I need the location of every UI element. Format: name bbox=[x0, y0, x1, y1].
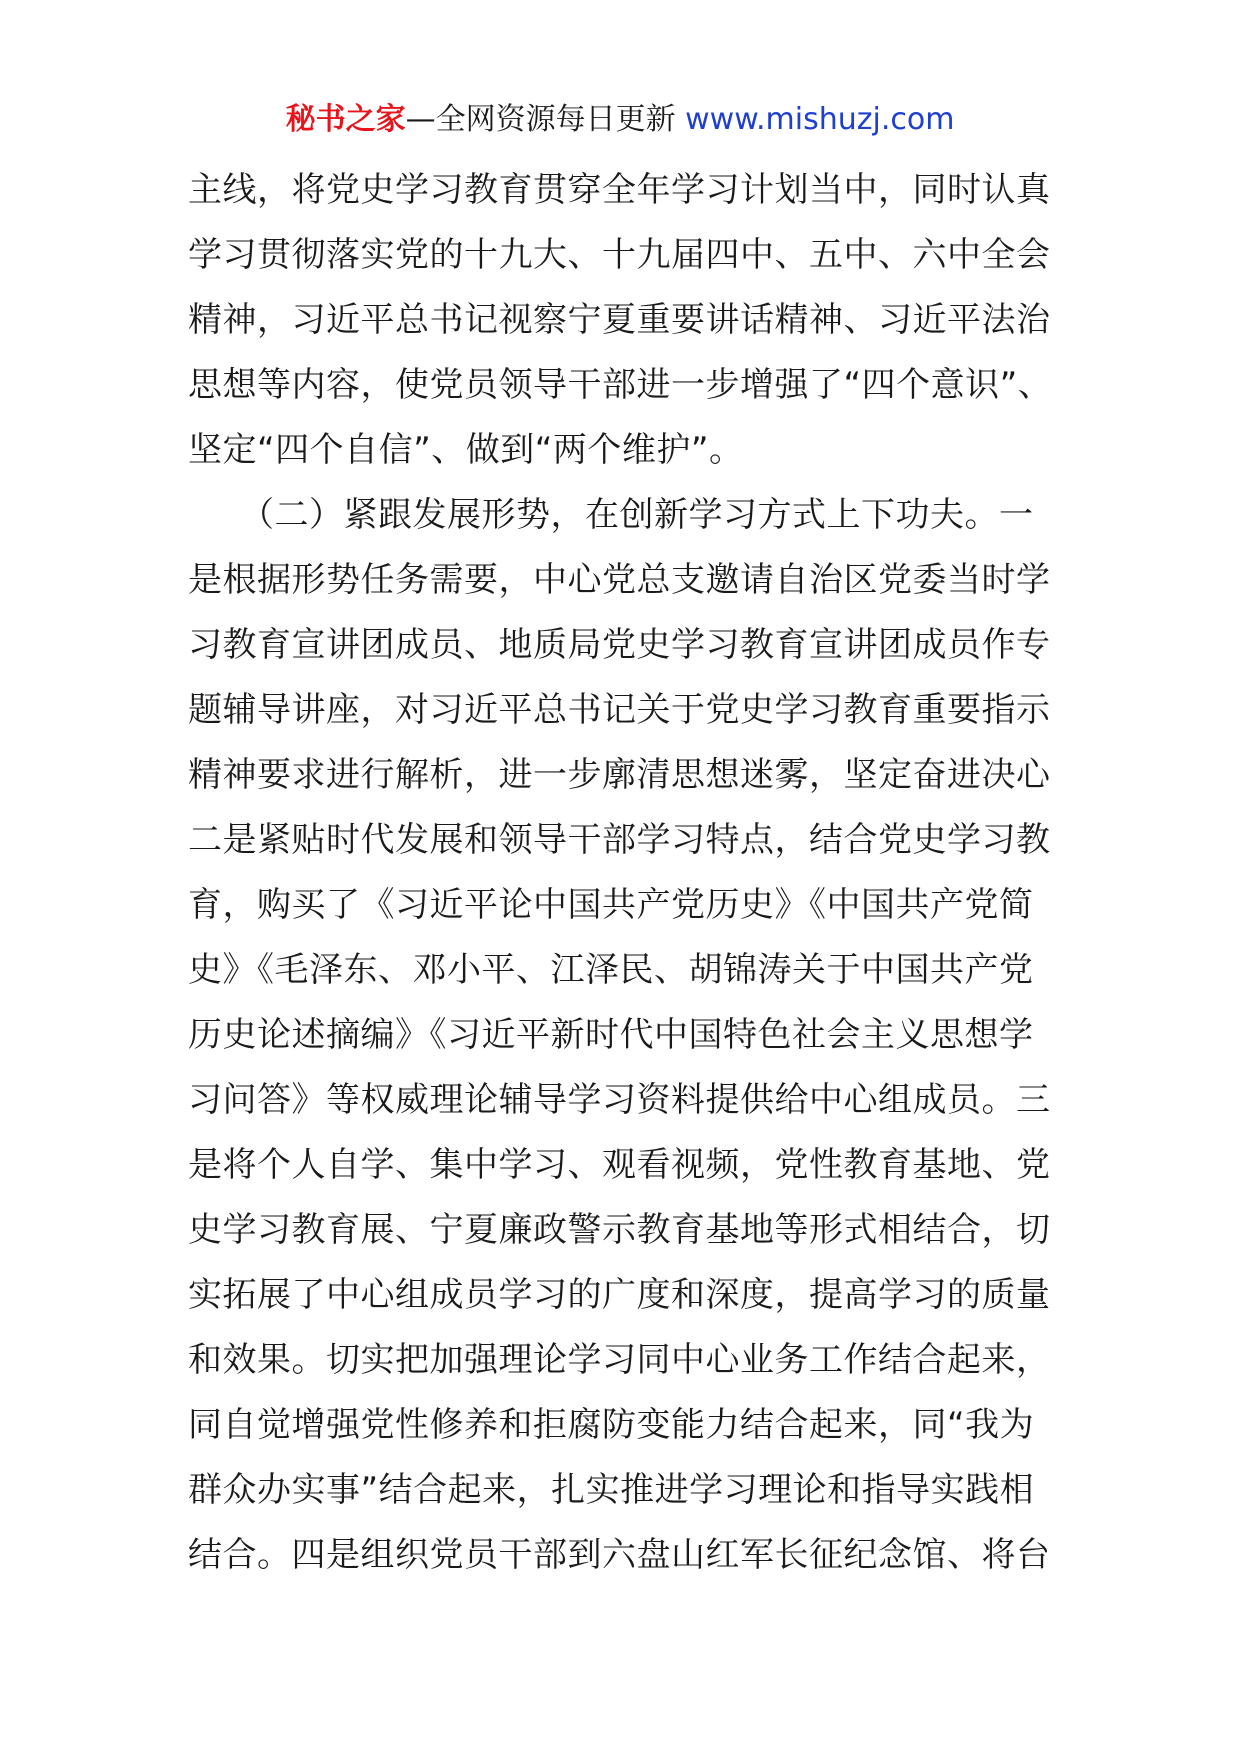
text-line: 精神要求进行解析，进一步廓清思想迷雾，坚定奋进决心 bbox=[188, 755, 1051, 795]
text-line: 实拓展了中心组成员学习的广度和深度，提高学习的质量 bbox=[188, 1275, 1051, 1315]
text-line: 和效果。切实把加强理论学习同中心业务工作结合起来， bbox=[188, 1340, 1051, 1380]
text-line: 习问答》等权威理论辅导学习资料提供给中心组成员。三 bbox=[188, 1080, 1051, 1120]
text-line: 结合。四是组织党员干部到六盘山红军长征纪念馆、将台 bbox=[188, 1535, 1051, 1575]
text-line: 同自觉增强党性修养和拒腐防变能力结合起来，同“我为 bbox=[188, 1405, 1035, 1445]
text-line: 历史论述摘编》《习近平新时代中国特色社会主义思想学 bbox=[188, 1015, 1034, 1055]
brand-name: 秘书之家 bbox=[285, 102, 406, 137]
header-tagline: —全网资源每日更新 bbox=[405, 102, 676, 137]
text-line: 精神，习近平总书记视察宁夏重要讲话精神、习近平法治 bbox=[188, 300, 1051, 340]
text-line: 二是紧贴时代发展和领导干部学习特点，结合党史学习教 bbox=[188, 820, 1051, 860]
text-line: 学习贯彻落实党的十九大、十九届四中、五中、六中全会 bbox=[188, 235, 1051, 275]
text-line: 思想等内容，使党员领导干部进一步增强了“四个意识”、 bbox=[188, 365, 1053, 405]
text-line: 是根据形势任务需要，中心党总支邀请自治区党委当时学 bbox=[188, 560, 1051, 600]
text-line: 题辅导讲座，对习近平总书记关于党史学习教育重要指示 bbox=[188, 690, 1051, 730]
site-url: www.mishuzj.com bbox=[685, 102, 955, 137]
document-body bbox=[188, 158, 1068, 1588]
text-line: 群众办实事”结合起来，扎实推进学习理论和指导实践相 bbox=[188, 1470, 1035, 1510]
watermark-header bbox=[0, 100, 1240, 140]
text-line: 史学习教育展、宁夏廉政警示教育基地等形式相结合，切 bbox=[188, 1210, 1051, 1250]
text-line: 史》《毛泽东、邓小平、江泽民、胡锦涛关于中国共产党 bbox=[188, 950, 1034, 990]
text-line: （二）紧跟发展形势，在创新学习方式上下功夫。一 bbox=[188, 495, 1034, 535]
text-line: 主线，将党史学习教育贯穿全年学习计划当中，同时认真 bbox=[188, 170, 1051, 210]
text-line: 习教育宣讲团成员、地质局党史学习教育宣讲团成员作专 bbox=[188, 625, 1051, 665]
text-line: 是将个人自学、集中学习、观看视频，党性教育基地、党 bbox=[188, 1145, 1051, 1185]
text-line: 坚定“四个自信”、做到“两个维护”。 bbox=[188, 430, 744, 470]
text-line: 育，购买了《习近平论中国共产党历史》《中国共产党简 bbox=[188, 885, 1034, 925]
